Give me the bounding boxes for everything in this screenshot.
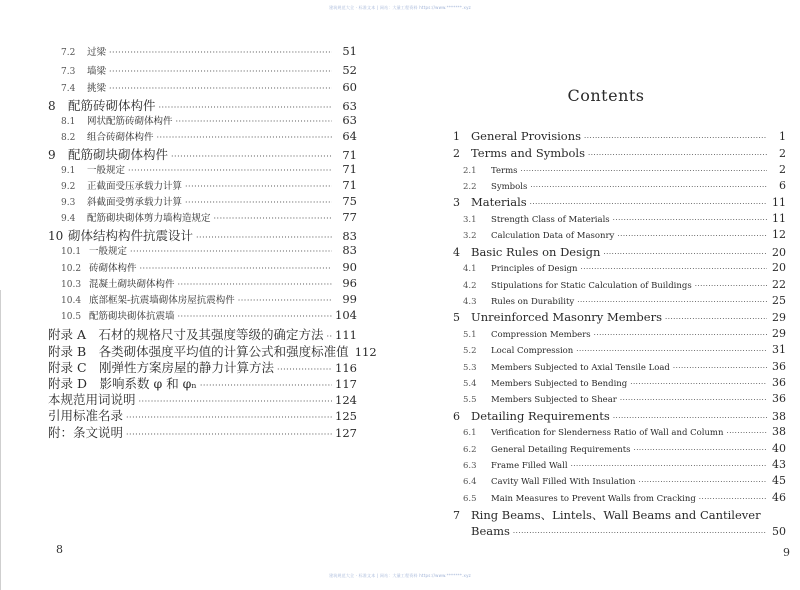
toc-page: 6: [779, 179, 786, 192]
toc-entry[interactable]: [453, 195, 786, 211]
dot-leader: [176, 117, 332, 126]
toc-number: 6: [453, 410, 460, 423]
toc-number: 10.1: [61, 247, 82, 257]
toc-number: 5.5: [463, 395, 477, 405]
toc-entry[interactable]: [35, 145, 357, 161]
toc-entry-wording-explanation[interactable]: [35, 390, 357, 406]
toc-number: 9.3: [61, 198, 76, 208]
toc-page: 38: [772, 425, 786, 438]
toc-page: 38: [772, 410, 786, 423]
toc-title: Beams: [471, 524, 510, 538]
toc-number: 4: [453, 246, 460, 259]
toc-title: Stipulations for Static Calculation of Buildings: [491, 281, 692, 291]
dot-leader: [630, 380, 767, 388]
toc-entry[interactable]: [35, 243, 357, 259]
toc-title: Terms: [491, 166, 518, 176]
toc-number: 10.2: [61, 264, 82, 274]
toc-entry[interactable]: [453, 376, 786, 392]
toc-entry[interactable]: [453, 442, 786, 458]
toc-page: 124: [335, 393, 357, 407]
toc-number: 2: [453, 147, 460, 160]
toc-title: 附录 C 刚弹性方案房屋的静力计算方法: [48, 360, 275, 375]
toc-entry-appendix-d[interactable]: [35, 374, 357, 390]
dot-leader: [639, 478, 767, 486]
page-number-right: 9: [783, 546, 790, 559]
toc-number: 5.3: [463, 363, 477, 373]
toc-page: 36: [772, 392, 786, 405]
toc-title: 引用标准名录: [48, 408, 124, 423]
toc-title: Main Measures to Prevent Walls from Cracking: [491, 494, 696, 504]
toc-number: 2.2: [463, 182, 477, 192]
dot-leader: [126, 413, 332, 422]
toc-number: 5.2: [463, 346, 477, 356]
toc-title: Cavity Wall Filled With Insulation: [491, 477, 636, 487]
toc-title: Basic Rules on Design: [471, 245, 601, 259]
toc-page: 71: [342, 178, 357, 192]
toc-title: Symbols: [491, 182, 528, 192]
toc-title: 一般规定: [87, 165, 126, 176]
toc-page: 63: [342, 113, 357, 127]
dot-leader: [109, 48, 332, 57]
toc-entry[interactable]: [453, 360, 786, 376]
watermark-bottom: 建筑规范大全 · 标准文本 | 网站：大量工程资料 https://www.*******.xyz: [329, 573, 471, 578]
toc-entry[interactable]: [35, 63, 357, 79]
contents-heading: Contents: [567, 86, 645, 105]
toc-title: General Detailing Requirements: [491, 445, 631, 455]
toc-page: 40: [772, 442, 786, 455]
toc-page: 64: [342, 129, 357, 143]
toc-entry[interactable]: [35, 80, 357, 96]
toc-entry[interactable]: [453, 392, 786, 408]
dot-leader: [665, 315, 767, 323]
toc-entry[interactable]: [453, 409, 786, 425]
toc-entry[interactable]: [453, 458, 786, 474]
toc-title: 墙梁: [87, 66, 107, 77]
toc-entry[interactable]: [453, 146, 786, 162]
toc-entry[interactable]: [35, 292, 357, 308]
toc-entry[interactable]: [453, 261, 786, 277]
watermark-top: 建筑规范大全 · 标准文本 | 网站：大量工程资料 https://www.*******.xyz: [329, 5, 471, 10]
dot-leader: [200, 381, 332, 390]
toc-title: Principles of Design: [491, 264, 578, 274]
toc-entry[interactable]: [453, 294, 786, 310]
toc-title: 底部框架-抗震墙砌体房屋抗震构件: [89, 295, 235, 306]
toc-number: 8.1: [61, 117, 76, 127]
toc-number: 4.1: [463, 264, 477, 274]
toc-title: 配筋砌块砌体构件: [68, 147, 169, 162]
dot-leader: [633, 446, 767, 454]
toc-entry[interactable]: [35, 210, 357, 226]
dot-leader: [588, 151, 767, 159]
toc-entry[interactable]: [35, 308, 357, 324]
dot-leader: [327, 332, 332, 341]
dot-leader: [620, 396, 767, 404]
toc-entry[interactable]: [453, 179, 786, 195]
dot-leader: [159, 103, 332, 112]
dot-leader: [613, 414, 767, 422]
toc-number: 6.2: [463, 445, 477, 455]
toc-entry[interactable]: [453, 327, 786, 343]
toc-title: 附录 B 各类砌体强度平均值的计算公式和强度标准值: [48, 344, 349, 359]
dot-leader: [613, 216, 767, 224]
toc-page: 36: [772, 376, 786, 389]
toc-page: 43: [772, 458, 786, 471]
toc-page: 71: [342, 148, 357, 162]
toc-page: 60: [342, 80, 357, 94]
dot-leader: [617, 232, 767, 240]
toc-page: 83: [342, 229, 357, 243]
toc-title: Local Compression: [491, 346, 574, 356]
toc-title: 正截面受压承载力计算: [87, 181, 183, 192]
toc-entry-appendix-c[interactable]: [35, 358, 357, 374]
toc-entry[interactable]: [453, 474, 786, 490]
dot-leader: [196, 233, 332, 242]
toc-page: 36: [772, 360, 786, 373]
toc-entry[interactable]: [453, 212, 786, 228]
dot-leader: [157, 133, 332, 142]
toc-page: 99: [342, 292, 357, 306]
dot-leader: [185, 182, 332, 191]
toc-page: 125: [335, 409, 357, 423]
toc-page: 31: [772, 343, 786, 356]
toc-number: 7.2: [61, 48, 76, 58]
dot-leader: [577, 298, 767, 306]
toc-title: Calculation Data of Masonry: [491, 231, 615, 241]
toc-page: 20: [772, 261, 786, 274]
toc-number: 6.5: [463, 494, 477, 504]
toc-entry-chapter-7-continued[interactable]: [453, 524, 786, 540]
toc-number: 6.1: [463, 428, 477, 438]
toc-page: 51: [342, 44, 357, 58]
toc-title: Members Subjected to Shear: [491, 395, 617, 405]
toc-page: 11: [772, 212, 786, 225]
dot-leader: [109, 84, 332, 93]
toc-title: 过梁: [87, 47, 107, 58]
toc-number: 7: [453, 509, 460, 522]
dot-leader: [171, 152, 332, 161]
toc-number: 10.4: [61, 296, 82, 306]
toc-title: Detailing Requirements: [471, 409, 610, 423]
toc-entry[interactable]: [453, 343, 786, 359]
dot-leader: [238, 296, 332, 305]
toc-page: 52: [342, 63, 357, 77]
toc-number: 7.3: [61, 67, 76, 77]
dot-leader: [139, 397, 332, 406]
toc-page: 90: [342, 260, 357, 274]
toc-page: 20: [772, 246, 786, 259]
right-page: [400, 0, 800, 583]
dot-leader: [571, 462, 767, 470]
toc-title: Unreinforced Masonry Members: [471, 310, 662, 324]
toc-page: 127: [335, 426, 357, 440]
dot-leader: [130, 247, 332, 256]
toc-title: 组合砖砌体构件: [87, 132, 154, 143]
toc-number: 3.1: [463, 215, 477, 225]
dot-leader: [185, 198, 332, 207]
toc-number: 9.4: [61, 214, 76, 224]
toc-number: 10.3: [61, 280, 82, 290]
toc-page: 11: [772, 196, 786, 209]
dot-leader: [178, 280, 332, 289]
toc-title: 挑梁: [87, 83, 107, 94]
toc-number: 5.1: [463, 330, 477, 340]
dot-leader: [521, 167, 767, 175]
toc-page: 104: [335, 308, 357, 322]
dot-leader: [513, 529, 767, 537]
left-page: [0, 0, 400, 583]
toc-number: 5.4: [463, 379, 477, 389]
toc-page: 111: [335, 328, 357, 342]
toc-title: 网状配筋砖砌体构件: [87, 116, 173, 127]
dot-leader: [530, 200, 767, 208]
toc-entry-chapter-7[interactable]: [453, 507, 786, 523]
toc-number: 3.2: [463, 231, 477, 241]
toc-number: 8.2: [61, 133, 76, 143]
toc-title: Members Subjected to Axial Tensile Load: [491, 363, 670, 373]
toc-entry[interactable]: [453, 245, 786, 261]
dot-leader: [594, 331, 767, 339]
toc-entry[interactable]: [35, 276, 357, 292]
toc-title: Rules on Durability: [491, 297, 575, 307]
toc-page: 45: [772, 474, 786, 487]
toc-page: 12: [772, 228, 786, 241]
toc-page: 117: [335, 377, 357, 391]
toc-entry[interactable]: [453, 278, 786, 294]
toc-page: 1: [779, 130, 786, 143]
toc-title: 附：条文说明: [48, 425, 124, 440]
dot-leader: [178, 312, 332, 321]
toc-entry[interactable]: [453, 310, 786, 326]
toc-page: 2: [779, 147, 786, 160]
dot-leader: [584, 134, 767, 142]
page-number-left: 8: [56, 543, 63, 556]
toc-entry-referenced-standards[interactable]: [35, 406, 357, 422]
toc-page: 71: [342, 162, 357, 176]
toc-title: 砌体结构构件抗震设计: [68, 228, 194, 243]
toc-title: Frame Filled Wall: [491, 461, 568, 471]
toc-entry[interactable]: [35, 129, 357, 145]
dot-leader: [726, 429, 767, 437]
toc-title: Terms and Symbols: [471, 146, 585, 160]
toc-entry[interactable]: [35, 162, 357, 178]
dot-leader: [140, 264, 332, 273]
toc-title: Members Subjected to Bending: [491, 379, 628, 389]
toc-entry[interactable]: [35, 113, 357, 129]
toc-number: 9.1: [61, 166, 76, 176]
toc-entry[interactable]: [453, 129, 786, 145]
toc-number: 5: [453, 311, 460, 324]
dot-leader: [673, 364, 767, 372]
toc-entry[interactable]: [453, 163, 786, 179]
toc-entry[interactable]: [453, 228, 786, 244]
toc-title: 斜截面受剪承载力计算: [87, 197, 183, 208]
toc-title: Materials: [471, 195, 527, 209]
toc-number: 1: [453, 130, 460, 143]
toc-entry[interactable]: [35, 260, 357, 276]
toc-title: 配筋砌块砌体剪力墙构造规定: [87, 213, 211, 224]
toc-page: 96: [342, 276, 357, 290]
toc-title: Strength Class of Materials: [491, 215, 610, 225]
toc-title: Compression Members: [491, 330, 591, 340]
toc-entry[interactable]: [35, 194, 357, 210]
toc-title: 附录 D 影响系数 φ 和 φₙ: [48, 376, 197, 391]
toc-page: 29: [772, 311, 786, 324]
toc-page: 112: [354, 345, 377, 359]
dot-leader: [277, 365, 332, 374]
toc-number: 4.3: [463, 297, 477, 307]
toc-number: 10.5: [61, 312, 82, 322]
toc-page: 50: [772, 525, 786, 538]
toc-number: 2.1: [463, 166, 477, 176]
toc-title: 附录 A 石材的规格尺寸及其强度等级的确定方法: [48, 327, 324, 342]
toc-title: 砖砌体构件: [89, 263, 137, 274]
toc-title: Verification for Slenderness Ratio of Wall and Column: [491, 428, 724, 438]
dot-leader: [214, 214, 332, 223]
toc-title: 配筋砖砌体构件: [68, 98, 156, 113]
dot-leader: [530, 183, 767, 191]
toc-entry[interactable]: [35, 178, 357, 194]
toc-title: 混凝土砌块砌体构件: [89, 279, 175, 290]
toc-number: 9: [48, 148, 56, 162]
toc-page: 116: [335, 361, 357, 375]
dot-leader: [603, 250, 767, 258]
dot-leader: [126, 430, 332, 439]
toc-number: 6.3: [463, 461, 477, 471]
toc-entry-appendix-b[interactable]: [35, 342, 377, 359]
toc-title: 本规范用词说明: [48, 392, 136, 407]
toc-page: 77: [342, 210, 357, 224]
toc-entry[interactable]: [35, 96, 357, 112]
toc-entry[interactable]: [35, 44, 357, 60]
toc-page: 22: [772, 278, 786, 291]
toc-number: 10: [48, 229, 64, 243]
toc-page: 83: [342, 243, 357, 257]
toc-page: 46: [772, 491, 786, 504]
toc-page: 2: [779, 163, 786, 176]
toc-page: 75: [342, 194, 357, 208]
dot-leader: [695, 282, 767, 290]
toc-page: 63: [342, 99, 357, 113]
dot-leader: [699, 495, 767, 503]
toc-number: 4.2: [463, 281, 477, 291]
toc-title: General Provisions: [471, 129, 582, 143]
toc-title: 一般规定: [89, 246, 128, 257]
toc-page: 29: [772, 327, 786, 340]
toc-entry[interactable]: [453, 491, 786, 507]
dot-leader: [576, 347, 767, 355]
toc-number: 8: [48, 99, 56, 113]
toc-page: 25: [772, 294, 786, 307]
dot-leader: [581, 265, 767, 273]
toc-entry-appendix-a[interactable]: [35, 325, 357, 341]
toc-entry[interactable]: [35, 226, 357, 242]
toc-number: 9.2: [61, 182, 76, 192]
toc-title: 配筋砌块砌体抗震墙: [89, 311, 175, 322]
dot-leader: [109, 67, 332, 76]
toc-number: 3: [453, 196, 460, 209]
dot-leader: [128, 166, 332, 175]
toc-title: Ring Beams、Lintels、Wall Beams and Cantilever: [471, 508, 761, 522]
toc-number: 7.4: [61, 84, 76, 94]
toc-entry[interactable]: [453, 425, 786, 441]
toc-entry-commentary[interactable]: [35, 423, 357, 439]
toc-number: 6.4: [463, 477, 477, 487]
